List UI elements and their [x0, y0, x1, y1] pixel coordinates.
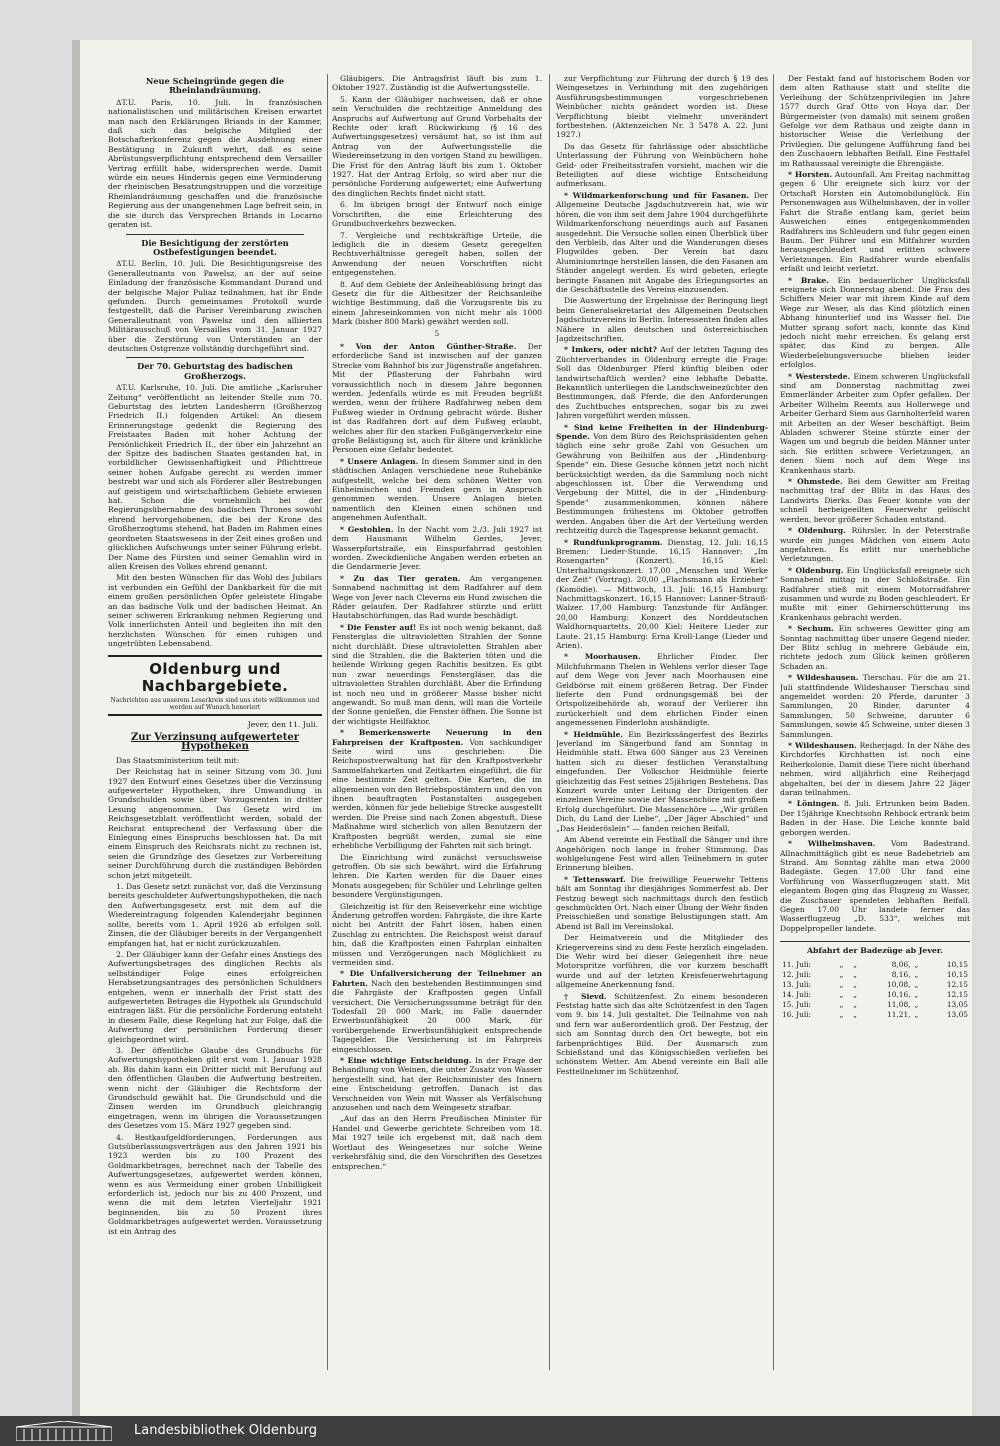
news-item — [556, 652, 768, 727]
newspaper-page — [72, 40, 972, 1416]
timetable-cell-arr: 13,05 — [946, 1009, 968, 1019]
news-item-text: Auf der letzten Tagung des Züchterverbandes in Oldenburg erregte die Frage: Soll das Oldenburger Pferd künftig bleiben oder landwirtschaftlich werden? eine lebhafte Debatte. Bekanntlich unterliegen die Landschweinezüchter den Bestimmungen, daß Pferde, die den Anforderungen des Zuchtbuches entsprechen, sogar bis zu zwei Jahren vorgeführt werden müssen. — [556, 345, 768, 421]
news-item — [780, 566, 970, 622]
timetable-cell-date: 14. Juli: — [782, 989, 812, 999]
divider — [126, 234, 304, 235]
news-item — [332, 574, 542, 621]
news-item-lead: * Westerstede. — [788, 371, 851, 381]
news-item-text: Am vergangenen Sonnabend nachmittag ist dem Radfahrer auf dem Wege von Jever nach Cleverns ein Hund zwischen die Räder gelaufen. Der Radfahrer stürzte und erlitt Hautabschürfungen, das Rad wurde beschädigt. — [332, 573, 542, 621]
news-item — [556, 538, 768, 651]
news-item-text: Es ist noch wenig bekannt, daß Fensterglas die ultravioletten Strahlen der Sonne nicht durchläßt. Diese ultravioletten Strahlen aber sind die Strahlen, die die Bakterien töten und die heilende Wirkung gegen Rachitis besitzen. Es gibt nun zwar neuerdings Fenstergläser, das die ultravioletten Strahlen durchläßt. Aber die Erfindung ist noch neu und in größerer Masse bisher nicht angewandt. So muß man denn, will man die Vorteile der Sonne genießen, die Fenster öffnen. Die Sonne ist der wichtigste Heilfaktor. — [332, 622, 542, 726]
news-item — [780, 624, 970, 671]
news-item-text: Dienstag, 12. Juli: 16,15 Bremen: Lieder-Stunde. 16,15 Hannover: „Im Rosengarten“ (Konzert). 16,15 Kiel: Unterhaltungskonzert. 17,00 „Menschen und Werke der Zeit“ (Vortrag). 20,00 „Flachsmann als Erzieher“ (Komödie). — Mittwoch, 13. Juli: 16,15 Hamburg: Nachmittagskonzert. 16,15 Hannover: Lanner-Strauß-Walzer. 17,00 Hamburg: Tanzstunde für Anfänger. 20,00 Hamburg: Konzert des Norddeutschen Waldhornquartetts. 20,00 Kiel: Heitere Lieder zur Laute. 21,15 Hamburg: Erna Kroll-Lange (Lieder und Arien). — [556, 537, 768, 650]
news-item-text: Von sachkundiger Seite wird uns geschrieben: Die Reichspostverwaltung hat für den Kraftpostverkehr Sammelfahrkarten und Zeitkarten eingeführt, die für eine bestimmte Zeit gelten. Die Karten, die im allgemeinen von den Betriebspostämtern und den von ihnen beauftragten Postanstalten ausgegeben werden, können für jede beliebige Strecke ausgestellt werden. Die Preise sind nach Zonen abgestuft. Diese Maßnahme wird sicherlich von allen Benutzern der Kraftposten begrüßt werden, zumal sie eine erhebliche Verbilligung der Fahrten mit sich bringt. — [332, 737, 542, 851]
timetable-cell-dep: 10,16, — [887, 989, 911, 999]
divider — [126, 357, 304, 358]
news-item-lead: * Wildmarkenforschung und für Fasanen. — [564, 190, 750, 200]
news-item — [780, 839, 970, 933]
news-item — [556, 345, 768, 420]
news-item-lead: * Sind keine Freiheiten in der Hindenburg-Spende. — [556, 422, 768, 442]
article-heading: Neue Scheingründe gegen die Rheinlandräumung. — [145, 76, 285, 96]
regional-section-header — [108, 655, 322, 716]
timetable — [780, 960, 970, 1020]
column-separator — [773, 74, 774, 1370]
news-item-lead: * Zu das Tier geraten. — [340, 573, 461, 583]
news-item-lead: * Tettenswarf. — [564, 874, 626, 884]
timetable-cell-dep: 11,21, — [887, 1009, 911, 1019]
dateline: Jever, den 11. Juli. — [247, 719, 318, 729]
column-separator — [549, 74, 550, 1370]
timetable-cell-arr: 10,15 — [946, 969, 968, 979]
timetable-cell-c2: „ — [853, 989, 857, 999]
timetable-cell-c1: „ — [839, 1009, 844, 1019]
library-footer-bar — [0, 1416, 1000, 1446]
timetable-row — [780, 980, 970, 990]
column-4 — [780, 74, 970, 1370]
news-item-lead: † Sievd. — [564, 991, 607, 1001]
article-paragraph: 5. Kann der Gläubiger nachweisen, daß er ohne sein Verschulden die rechtzeitige Anmeldung des Anspruchs auf Aufwertung auf Grund Vorbehalts der Rechte oder kraft Rückwirkung (§ 16 des Aufwertungsgesetzes) versäumt hat, so ist ihm auf Antrag von der Aufwertungsstelle die Wiedereinsetzung in den vorigen Stand zu bewilligen. Die Frist für den Antrag läuft bis zum 1. Oktober 1927. Hat der Antrag Erfolg, so wird aber nur die persönliche Forderung aufgewertet; eine Aufwertung des dinglichen Rechts findet nicht statt. — [332, 94, 542, 198]
article-paragraph: 8. Auf dem Gebiete der Anleiheablösung bringt das Gesetz die für die Altbesitzer der Reichsanleihe wichtige Bestimmung, daß die Vorzugsrente bis zu einem Jahreseinkommen von nicht mehr als 1000 Mark (bisher 800 Mark) gewährt werden soll. — [332, 279, 542, 327]
news-item — [332, 728, 542, 850]
news-item — [332, 525, 542, 572]
article-paragraph: Da das Gesetz für fahrlässige oder absichtliche Unterlassung der Führung von Weinbüchern hohe Geld- oder Freiheitsstrafen vorsieht, machen wir die Beteiligten auf diese wichtige Entscheidung aufmerksam. — [556, 141, 768, 189]
article-paragraph: Der Heimatverein und die Mitglieder des Kriegervereins sind zu dem Feste herzlich eingeladen. Die Wehr wird bei dieser Gelegenheit ihre neue Motorspritze vorführen, die vor kurzem beschafft wurde und auf der letzten Kreisfeuerwehrtagung allgemeine Anerkennung fand. — [556, 933, 768, 990]
news-item-text: Einem schweren Unglücksfall sind am Donnerstag nachmittag zwei Emmerländer Arbeiter zum Opfer gefallen. Der Arbeiter Wilhelm Reemts aus Hollerwege und Arbeiter Gerhard Siem aus Garnholterfeld waren mit Arbeiten an der Weser beschäftigt. Beim Abladen schwerer Steine stürzte einer der Wagen um und begrub die beiden Männer unter sich. Sie erlitten schwere Verletzungen, an denen Siem noch auf dem Wege ins Krankenhaus starb. — [780, 371, 970, 475]
news-item-text: In der Frage der Behandlung von Weinen, die unter Zusatz von Wasser hergestellt sind, hat der Reichsminister des Innern eine Entscheidung getroffen. Danach ist das Verschneiden von Wein mit Wasser als Verfälschung anzusehen und nach dem Weingesetz strafbar. — [332, 1056, 542, 1113]
article-paragraph: zur Verpflichtung zur Führung der durch § 19 des Weingesetzes in Verbindung mit den zugehörigen Ausführungsbestimmungen vorgeschriebenen Weinbücher nichts geändert worden ist. Diese Verpflichtung bleibt vielmehr unverändert fortbestehen. (Aktenzeichen Nr. 3 5478 A. 22. Juni 1927.) — [556, 74, 768, 140]
timetable-cell-c3: „ — [914, 979, 919, 989]
article-paragraph: „Auf das an den Herrn Preußischen Minister für Handel und Gewerbe gerichtete Schreiben vom 18. Mai 1927 teile ich ergebenst mit, daß nach dem Wortlaut des Weingesetzes nur solche Weine verkehrsfähig sind, die den Vorschriften des Gesetzes entsprechen.“ — [332, 1114, 542, 1171]
article-paragraph: Der Festakt fand auf historischem Boden vor dem alten Rathause statt und stellte die Verleihung der Schützenprivilegien im Jahre 1577 durch Graf Otto von Hoya dar. Der Bürgermeister (von damals) mit seinem großen Gefolge vor dem Rathaus und zeigte dann in historischer Weise die Verleihung der Privilegien. Die gelungene Aufführung fand bei den Zuschauern lebhaften Beifall. Eine Festtafel im Rathaussaal vereinigte die Ehrengäste. — [780, 74, 970, 168]
timetable-row — [780, 990, 970, 1000]
news-item-lead: * Von der Anton Günther-Straße. — [340, 341, 517, 351]
timetable-cell-dep: 8,06, — [891, 959, 911, 969]
column-1 — [108, 74, 322, 1370]
main-article-title: Zur Verzinsung aufgewerteter Hypotheken — [130, 731, 300, 753]
article-paragraph: ΔT.U. Karlsruhe, 10. Juli. Die amtliche „Karlsruher Zeitung“ veröffentlicht an leitender Stelle zum 70. Geburtstag des letzten Landesherrn (Großherzog Friedrich II.) folgenden Artikel: An diesem Erinnerungstage gedenkt die Regierung des Freistaates Baden mit hoher Achtung der Persönlichkeit Friedrich II., der über ein Jahrzehnt an der Spitze des badischen Staates gestanden hat, in vorbildlicher Gewissenhaftigkeit und Pflichttreue seiner hohen Aufgabe gerecht zu werden immer bestrebt war und sich als Förderer aller Bestrebungen auf geistigem und wirtschaftlichem Gebiete erwiesen hat. Schon die vornehmlich bei der Regierungsübernahme des badischen Thrones sowohl ehrend hervorgehobenen, die bei der Krone des Großherzogtums stehend, hat Baden im Rahmen eines geordneten Staatswesens in der Zeit eines großen und glücklichen Aufschwungs unter seiner Führung erlebt. Der Name des Fürsten und seiner Gemahlin wird in allen Kreisen des Volkes ehrend genannt. — [108, 383, 322, 571]
news-item — [332, 623, 542, 726]
timetable-cell-date: 16. Juli: — [782, 1009, 812, 1019]
news-item-text: Tierschau. Für die am 21. Juli stattfindende Wildeshauser Tierschau sind angemeldet worden: 20 Pferde, darunter 3 Sammlungen, 20 Rinder, darunter 4 Sammlungen, 50 Schweine, darunter 6 Sammlungen, sowie 45 Schweine, unter diesen 3 Sammlungen. — [780, 673, 970, 739]
article-paragraph: Gläubigers. Die Antragsfrist läuft bis zum 1. Oktober 1927. Zuständig ist die Aufwertungsstelle. — [332, 74, 542, 93]
news-item — [780, 372, 970, 475]
news-item-lead: * Löningen. — [788, 799, 840, 809]
article-paragraph: Die Einrichtung wird zunächst versuchsweise getroffen. Ob sie sich bewährt, wird die Erfahrung lehren. Die Karten werden für die Dauer eines Monats ausgegeben; für Schüler und Lehrlinge gelten besondere Vergünstigungen. — [332, 852, 542, 900]
news-item-lead: * Die Fenster auf! — [340, 622, 417, 632]
news-item — [556, 992, 768, 1077]
timetable-cell-dep: 11,08, — [887, 999, 911, 1009]
news-item-text: Von dem Büro des Reichspräsidenten gehen täglich eine sehr große Zahl von Gesuchen um Gewährung von Beihilfen aus der „Hindenburg-Spende“ ein. Diese Gesuche können jetzt noch nicht berücksichtigt werden, da die Sammlung noch nicht abgeschlossen ist. Über die Verwendung und Vergebung der Mittel, die in der „Hindenburg-Spende“ zusammenkommen, können nähere Bestimmungen frühestens im Oktober getroffen werden. Angaben über die Art der Verteilung werden rechtzeitig durch die Tagespresse bekannt gemacht. — [556, 432, 768, 536]
news-item-lead: * Eine wichtige Entscheidung. — [340, 1056, 472, 1066]
news-item-lead: * Wildeshausen. — [788, 673, 859, 683]
article-paragraph: Gleichzeitig ist für den Reiseverkehr eine wichtige Änderung getroffen worden: Fahrgäste, die ihre Karte nicht bei Antritt der Fahrt lösen, haben einen Zuschlag zu entrichten. Die Reichspost weist darauf hin, daß die Kraftposten einen Fahrplan einhalten müssen und Verzögerungen nach Möglichkeit zu vermeiden sind. — [332, 901, 542, 967]
news-item — [332, 342, 542, 455]
binding-edge — [72, 40, 80, 1416]
news-item — [332, 457, 542, 523]
timetable-cell-date: 13. Juli: — [782, 979, 812, 989]
news-item — [332, 1056, 542, 1112]
article-paragraph: Das Staatsministerium teilt mit: — [116, 755, 240, 765]
timetable-cell-date: 15. Juli: — [782, 999, 812, 1009]
news-item — [780, 799, 970, 837]
timetable-cell-c2: „ — [853, 979, 857, 989]
page-number: 5 — [434, 329, 440, 338]
timetable-cell-c1: „ — [839, 989, 844, 999]
news-item-text: Schützenfest. Zu einem besonderen Feststag hatte sich das alte Schützenfest in den Tagen vom 9. bis 14. Juli gestaltet. Die Teilnahme von nah und fern war außerordentlich groß. Der Festzug, der sich am Sonntag durch den Ort bewegte, bot ein farbenprächtiges Bild. Der Ausmarsch zum Schießstand und das Königsschießen verliefen bei schönstem Wetter. Am Abend vereinte ein Ball alle Festteilnehmer im Schützenhof. — [556, 991, 768, 1076]
news-item-text: In der Nacht vom 2./3. Juli 1927 ist dem Hausmann Wilhelm Gerdes, Jever, Wasserpfortstraße, ein Einspurfahrrad gestohlen worden. Zweckdienliche Angaben werden erbeten an die Gendarmerie Jever. — [332, 524, 542, 572]
timetable-cell-c1: „ — [839, 979, 844, 989]
news-item — [780, 477, 970, 524]
timetable-cell-c3: „ — [914, 959, 919, 969]
article-heading: Die Besichtigung der zerstörten Ostbefestigungen beendet. — [141, 237, 289, 257]
article-heading: Der 70. Geburtstag des badischen Großherzogs. — [137, 361, 293, 381]
timetable-cell-c2: „ — [853, 999, 857, 1009]
timetable-cell-c1: „ — [839, 969, 844, 979]
timetable-cell-c2: „ — [853, 969, 857, 979]
article-paragraph: 1. Das Gesetz setzt zunächst vor, daß die Verzinsung bereits geschuldeter Aufwertungshypotheken, die nach den Aufwertungsgesetz erst mit dem auf die Wiedereintragung folgenden Kalenderjahr beginnen sollte, bereits vom 1. April 1926 ab erfolgen soll. Zinsen, die der Gläubiger bereits in der Vergangenheit empfangen hat, hat er nicht zurückzuzahlen. — [108, 882, 322, 948]
timetable-cell-date: 12. Juli: — [782, 969, 812, 979]
regional-section-subtitle: Nachrichten aus unserem Leserkreis sind uns stets willkommen und werden auf Wunsch honoriert — [110, 696, 320, 711]
column-2 — [332, 74, 542, 1370]
timetable-cell-arr: 12,15 — [946, 979, 968, 989]
news-item — [780, 673, 970, 739]
timetable-cell-c3: „ — [914, 999, 919, 1009]
article-paragraph: 3. Der öffentliche Glaube des Grundbuchs für Aufwertungshypotheken gilt erst vom 1. Januar 1928 ab. Bis dahin kann ein Dritter nicht mit Berufung auf den öffentlichen Glauben die Aufwertung bestreiten, wenn nicht der Gläubiger die Rechtsform der Grundschuld gewählt hat. Die Grundschuld und die Zinsen werden im Grundbuch gleichrangig eingetragen, wenn im übrigen die Voraussetzungen des Gesetzes vom 15. März 1927 gegeben sind. — [108, 1045, 322, 1131]
news-item — [556, 730, 768, 833]
timetable-cell-dep: 8,16, — [891, 969, 911, 979]
news-item-lead: * Wilhelmshaven. — [788, 839, 876, 849]
news-item — [556, 875, 768, 931]
timetable-cell-dep: 10,08, — [887, 979, 911, 989]
news-item-lead: * Heidmühle. — [564, 729, 624, 739]
timetable-cell-c2: „ — [853, 959, 857, 969]
article-paragraph: ΔT.U. Paris, 10. Juli. In französischen nationalistischen und militärischen Kreisen erwartet man nach den Erklärungen Briands in der Kammer, daß sich das belgische Mitglied der Botschafterkonferenz gegen die Ausdehnung einer Bestätigung in Zukunft wehrt, daß es seine Abrüstungsverpflichtung entsprechend dem Versailler Vertrag erfüllt habe, widersprechen werde. Damit würde ein neues Hindernis gegen eine Verminderung der rheinischen Besatzungstruppen und die vorzeitige Rheinlandräumung geschaffen und die französische Regierung aus der unangenehmen Lage befreit sein, in die sie durch das Versprechen Briands in Locarno geraten ist. — [108, 97, 322, 230]
news-item-text: Rührsler. In der Peterstraße wurde ein junges Mädchen von einem Auto angefahren. Es erlitt nur unerhebliche Verletzungen. — [780, 526, 970, 564]
news-item-text: Reiherjagd. In der Nähe des Kirchdorfes Kirchhatten ist noch eine Reiherkolonie. Damit diese Tiere nicht überhand nehmen, wird alljährlich eine Reiherjagd abgehalten, bei der in diesem Jahre 22 Jäger daran teilnahmen. — [780, 741, 970, 798]
news-item — [556, 423, 768, 536]
timetable-cell-arr: 13,05 — [946, 999, 968, 1009]
library-building-icon — [16, 1421, 112, 1441]
timetable-cell-arr: 10,15 — [946, 959, 968, 969]
news-item-text: Nach den bestehenden Bestimmungen sind die Fahrgäste der Kraftposten gegen Unfall versichert. Die Versicherungssumme beträgt für den Todesfall 20 000 Mark, im Falle dauernder Erwerbsunfähigkeit 20 000 Mark, für vorübergehende Erwerbsunfähigkeit entsprechende Tagegelder. Die Versicherung ist im Fahrpreis eingeschlossen. — [332, 978, 542, 1054]
library-name: Landesbibliothek Oldenburg — [134, 1423, 317, 1438]
news-item-lead: * Horsten. — [788, 170, 832, 180]
timetable-title: Abfahrt der Badezüge ab Jever. — [780, 941, 970, 955]
news-item-text: Ein Bezirkssängerfest des Bezirks Jeverland im Sängerbund fand am Sonntag in Heidmühle statt. Etwa 600 Sänger aus 23 Vereinen hatten sich zu dieser festlichen Veranstaltung eingefunden. Der Volkschor Heidmühle feierte gleichzeitig das Fest seines 25jährigen Bestehens. Das Konzert wurde unter Leitung der Dirigenten der einzelnen Vereine sowie der Massenchöre mit großem Erfolg durchgeführt. Die Massenchöre — „Wir grüßen Dich, du Land der Liebe“, „Der Jäger Abschied“ und „Das Heideröslein“ — fanden reichen Beifall. — [556, 729, 768, 833]
column-separator — [327, 74, 328, 1370]
news-item-lead: * Sechum. — [788, 624, 834, 634]
timetable-row — [780, 1000, 970, 1010]
news-item-lead: * Die Unfallversicherung der Teilnehmer an Fahrten. — [332, 969, 542, 988]
article-paragraph: 7. Vergleiche und rechtskräftige Urteile, die lediglich die in diesem Gesetz geregelten Rechtsverhältnisse geregelt haben, sollen der Anwendung der neuen Vorschriften nicht entgegenstehen. — [332, 230, 542, 278]
news-item-lead: * Bemerkenswerte Neuerung in den Fahrpreisen der Kraftposten. — [332, 728, 542, 747]
news-item — [332, 969, 542, 1054]
news-item-text: Der erforderliche Sand ist inzwischen auf der ganzen Strecke vom Bahnhof bis zur Jügenstraße angefahren. Mit der Pflasterung der Fahrbahn wird voraussichtlich noch in diesem Jahre begonnen werden. Jedenfalls würde es mit Freuden begrüßt werden, wenn der frühere Radfahrweg neben dem Fußweg wieder in Ordnung gebracht würde. Bisher ist das Radfahren dort auf dem Fußweg erlaubt, welches aber für den starken Fußgängerverkehr eine große Belästigung ist, auch für ältere und kränkliche Personen eine Gefahr bedeutet. — [332, 341, 542, 455]
article-paragraph: Die Auswertung der Ergebnisse der Beringung liegt beim Generalsekretariat des Allgemeinen Deutschen Jagdschutzvereins in Berlin. Interessenten finden alles Nähere in allen deutschen und österreichischen Jagdzeitschriften. — [556, 296, 768, 343]
news-item-lead: * Brake. — [788, 275, 829, 285]
timetable-cell-c1: „ — [839, 999, 844, 1009]
news-item-lead: * Oldenburg. — [788, 565, 844, 575]
timetable-row — [780, 960, 970, 970]
news-item-lead: * Wildeshausen. — [788, 741, 857, 751]
article-paragraph: 2. Der Gläubiger kann der Gefahr eines Anstiegs des Aufwertungsbetrages des dinglichen Rechts als selbständiger Folge eines erfolgreichen Herabsetzungsantrages des persönlichen Schuldners entgehen, wenn er innerhalb der Frist statt des aufgewerteten Betrages die Hypothek als Grundschuld eintragen läßt. Für die persönliche Forderung entsteht in diesem Falle, diese Regelung hat zur Folge, daß die Aufwertung der persönlichen Forderung dieser gleichgeordnet wird. — [108, 949, 322, 1044]
timetable-cell-arr: 12,15 — [946, 989, 968, 999]
news-item-text: Die freiwillige Feuerwehr Tettens hält am Sonntag ihr diesjähriges Sommerfest ab. Der Festzug bewegt sich nachmittags durch den festlich geschmückten Ort. Nach einer Übung der Wehr finden Preisschießen und sonstige Belustigungen statt. Am Abend ist Ball im Vereinslokal. — [556, 874, 768, 931]
article-paragraph: Am Abend vereinte ein Festball die Sänger und ihre Angehörigen noch lange in froher Stimmung. Das wohlgelungene Fest wird allen Teilnehmern in guter Erinnerung bleiben. — [556, 835, 768, 873]
timetable-cell-c3: „ — [914, 989, 919, 999]
timetable-cell-c2: „ — [853, 1009, 857, 1019]
news-item — [780, 170, 970, 273]
regional-section-title: Oldenburg und Nachbargebiete. — [141, 659, 289, 695]
column-3 — [556, 74, 768, 1370]
article-paragraph: Der Reichstag hat in seiner Sitzung vom 30. Juni 1927 den Entwurf eines Gesetzes über die Verzinsung aufgewerteter Hypotheken, ihre Umwandlung in Grundschulden sowie über Vorzugsrenten in dritter Lesung angenommen. Das Gesetz wird im Reichsgesetzblatt veröffentlicht werden, sobald der Reichsrat entsprechend der Verfassung über die Einlegung eines Einspruchs beschlossen hat. Da mit einem Einspruch des Reichsrats nicht zu rechnen ist, seien die Grundzüge des Gesetzes zur Vorbereitung seiner Durchführung durch die zuständigen Behörden schon jetzt mitgeteilt. — [108, 767, 322, 880]
news-item-text: Ehrlicher Finder. Der Milchfuhrmann Thelen in Wehlens verlor dieser Tage auf dem Wege von Jever nach Moorhausen eine Geldbörse mit einem größeren Betrag. Der Finder lieferte den Fund ordnungsgemäß bei der Ortspolizeibehörde ab, worauf der Verlierer ihn zurückerhielt und dem ehrlichen Finder einen angemessenen Finderlohn aushändigte. — [556, 652, 768, 728]
news-item — [780, 526, 970, 564]
news-item-text: Vom Badestrand. Allnachmittäglich gibt es neue Badebetrieb am Strand. Am Sonntag zählte man etwa 2000 Badegäste. Gegen 17.00 Uhr fand eine Vorführung von Wasserflugzeugen statt. Mit elegantem Bogen ging das Flugzeug zu Wasser, die Zuschauer spendeten lebhaften Beifall. Gegen 17.00 Uhr landete ferner das Wasserflugzeug „D. 533“, welches mit Doppelpropeller landete. — [780, 839, 970, 933]
news-item-text: Autounfall. Am Freitag nachmittag gegen 6 Uhr ereignete sich kurz vor der Ortschaft Horsten ein Automobilunglück. Ein Personenwagen aus Wilhelmshaven, der in voller Fahrt die Straße entlang kam, geriet beim Ausweichen eines entgegenkommenden Radfahrers ins Schleudern und fuhr gegen einen Baum. Der Führer und ein Mitfahrer wurden herausgeschleudert und erlitten schwere Verletzungen. Ein Radfahrer wurde ebenfalls erfaßt und leicht verletzt. — [780, 170, 970, 274]
news-item-lead: * Imkers, oder nicht? — [564, 345, 657, 355]
news-item-text: Ein schweres Gewitter ging am Sonntag nachmittag über unsere Gegend nieder. Der Blitz schlug in mehrere Gebäude ein, richtete jedoch zum Glück keinen größeren Schaden an. — [780, 624, 970, 671]
news-item-text: Der Allgemeine Deutsche Jagdschutzverein hat, wie wir hören, die von ihm seit dem Jahre 1904 durchgeführte Wildmarkenforschung neuerdings auch auf Fasanen ausgedehnt. Die Versuche sollen einen Überblick über den Verbleib, das Alter und die Wanderungen dieses Flugwildes geben. Der Verein hat dazu Aluminiumringe herstellen lassen, die den Fasanen am Ständer angelegt werden. Es wird gebeten, erlegte beringte Fasanen mit Angabe des Erlegungsortes an die Geschäftsstelle des Vereins einzusenden. — [556, 190, 768, 294]
news-item-lead: * Oldenburg. — [788, 526, 846, 536]
news-item-lead: * Unsere Anlagen. — [340, 456, 419, 466]
article-paragraph: Mit den besten Wünschen für das Wohl des Jubilars ist verbunden ein Gefühl der Dankbarkeit für die mit einem großen persönlichen Opfer geleistete Hingabe an das badische Volk und der badischen Heimat. An seiner schweren Erkrankung nehmen Regierung und Volk innerlichsten Anteil und begleiten ihn mit den herzlichsten Wünschen für einen ruhigen und ungetrübten Lebensabend. — [108, 573, 322, 649]
news-item — [556, 191, 768, 294]
news-item-lead: * Gestohlen. — [340, 524, 394, 534]
timetable-cell-date: 11. Juli: — [782, 959, 812, 969]
news-item-text: 8. Juli. Ertrunken beim Baden. Der 15jährige Knechtsohn Rehbock ertrank beim Baden in der Hase. Die Leiche konnte bald geborgen werden. — [780, 799, 970, 837]
news-item-text: Ein bedauerlicher Unglücksfall ereignete sich Donnerstag abend. Die Frau des Schiffers Meier war mit ihrem Kinde auf dem Wege zur Weser, als das Kind plötzlich einen Abhang hinunterlief und ins Wasser fiel. Die Mutter sprang sofort nach, konnte das Kind jedoch nicht mehr erreichen. Es gelang erst später, das Kind zu bergen. Alle Wiederbelebungsversuche blieben leider erfolglos. — [780, 275, 970, 370]
article-paragraph: 6. Im übrigen bringt der Entwurf noch einige Vorschriften, die eine Erleichterung des Grundbuchverkehrs bezwecken. — [332, 200, 542, 229]
timetable-row — [780, 1010, 970, 1020]
article-paragraph: ΔT.U. Berlin, 10. Juli. Die Besichtigungsreise des Generalleutnants von Pawelsz, an der auf seine Einladung der französische Kommandant Durand und der belgische Major Puliaz teilnahmen, hat ihr Ende gefunden. Durch gemeinsames Protokoll wurde festgestellt, daß die Pariser Vereinbarung zwischen Generalleutnant von Pawelsz und den alliierten Militärausschuß von Versailles vom 31. Januar 1927 über die Zerstörung von Unterständen an der deutschen Ostgrenze vollständig durchgeführt sind. — [108, 259, 322, 353]
news-item — [780, 741, 970, 797]
timetable-cell-c1: „ — [839, 959, 844, 969]
timetable-row — [780, 970, 970, 980]
timetable-cell-c3: „ — [914, 1009, 919, 1019]
article-paragraph: 4. Restkaufgeldforderungen, Forderungen aus Gutsüberlassungsverträgen aus den Jahren 1921 bis 1923 werden bis zu 100 Prozent des Goldmarkbetrages, berechnet nach der Tabelle des Aufwertungsgesetzes, aufgewertet werden können, wenn es aus Vermeidung einer groben Unbilligkeit erforderlich ist, jedoch nur bis zu 400 Prozent, und wenn die mit dem letzten Vierteljahr 1921 beginnenden, bis zu 50 Prozent ihres Goldmarkbetrages aufgewertet werden. Voraussetzung ist ein Antrag des — [108, 1132, 322, 1236]
news-item-lead: * Ohmstede. — [788, 477, 843, 487]
timetable-cell-c3: „ — [914, 969, 919, 979]
news-item-lead: * Moorhausen. — [564, 652, 641, 662]
news-item-text: Ein Unglücksfall ereignete sich Sonnabend mittag in der Schloßstraße. Ein Radfahrer stieß mit einem Motorradfahrer zusammen und wurde zu Boden geschleudert. Er mußte mit einer Gehirnerschütterung ins Krankenhaus gebracht werden. — [780, 565, 970, 622]
news-item-lead: * Rundfunkprogramm. — [564, 537, 663, 547]
news-item-text: In diesem Sommer sind in den städtischen Anlagen verschiedene neue Ruhebänke aufgestellt, welche bei dem schönen Wetter von Einheimischen und Fremden gern in Anspruch genommen werden. Unsere Anlagen bieten namentlich den Kleinen einen schönen und angenehmen Aufenthalt. — [332, 456, 542, 523]
news-item — [780, 276, 970, 370]
news-item-text: Bei dem Gewitter am Freitag nachmittag traf der Blitz in das Haus des Landwirts Dierks. Das Feuer konnte von der schnell herbeigeeilten Feuerwehr gelöscht werden, bevor größerer Schaden entstand. — [780, 477, 970, 524]
